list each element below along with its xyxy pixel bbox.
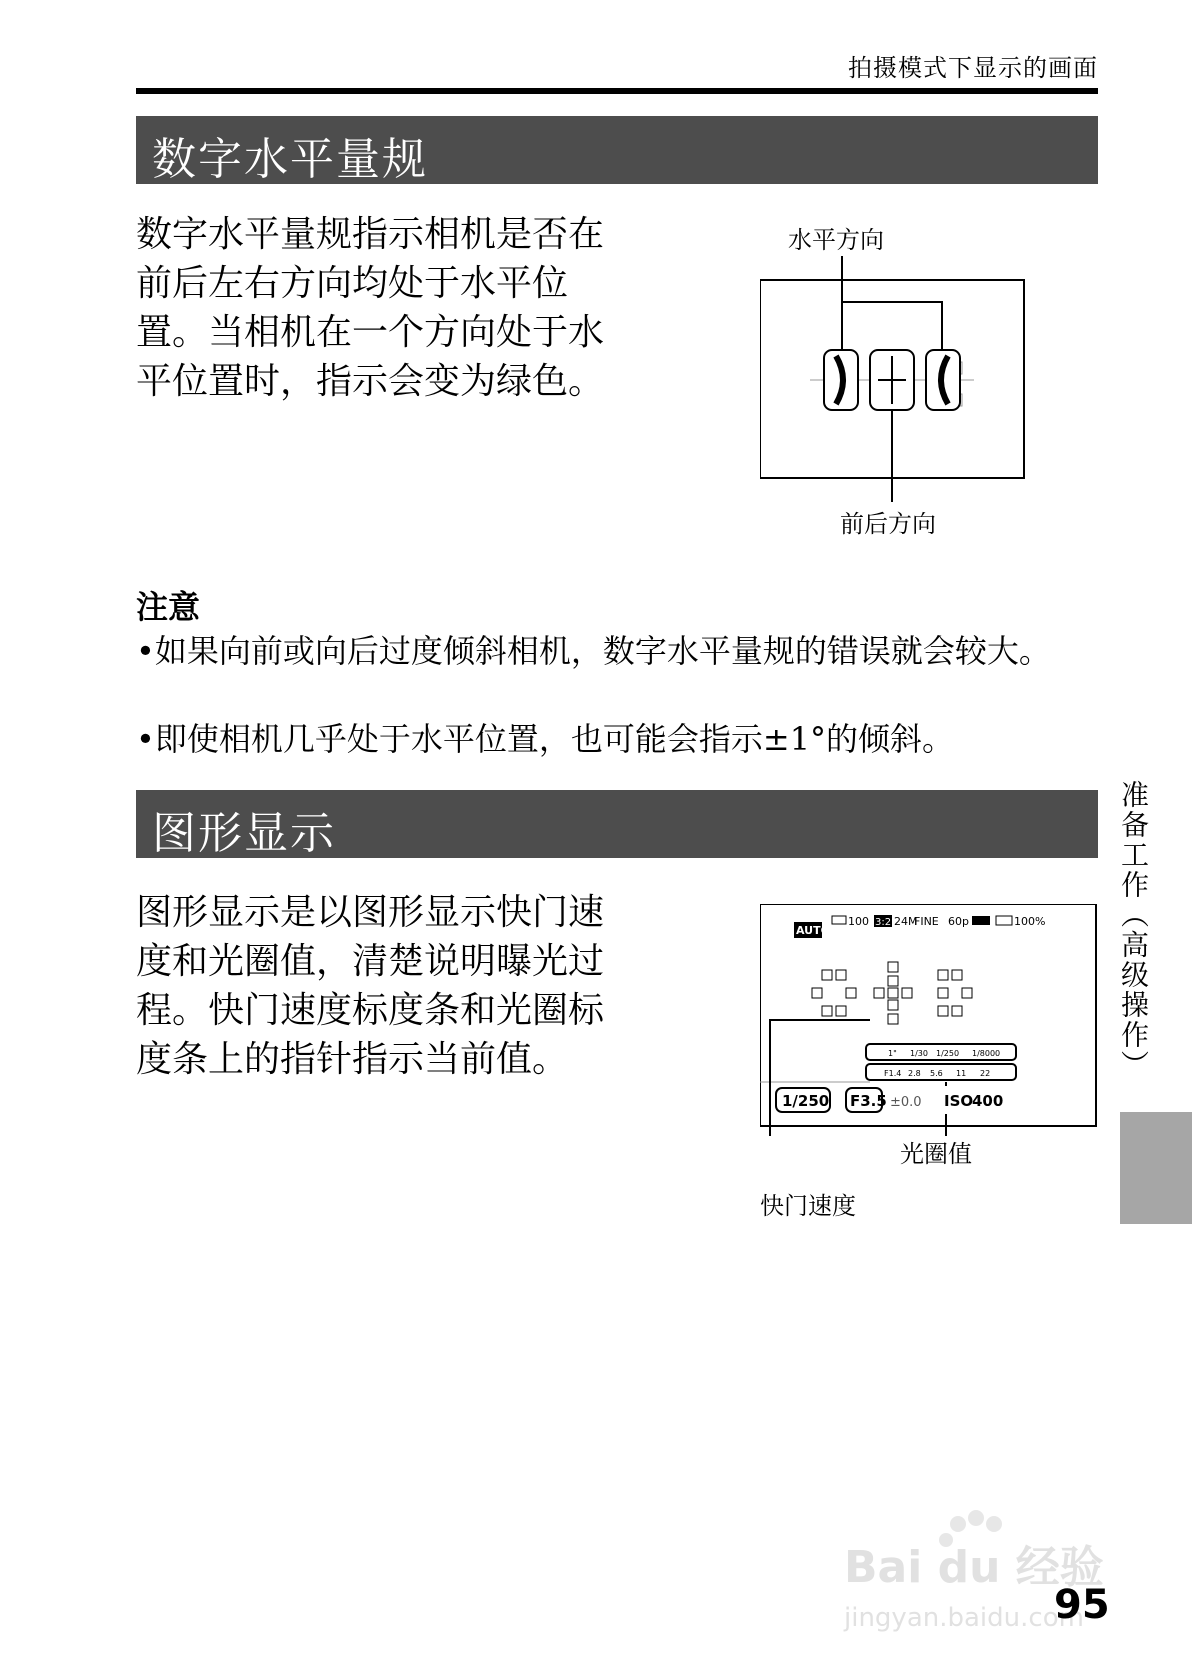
graphic-display-figure <box>760 904 1100 1234</box>
body-line: 程。快门速度标度条和光圈标 <box>136 990 605 1031</box>
aspect-ratio: 3:2 <box>875 917 892 928</box>
watermark-url: jingyan.baidu.com <box>844 1603 1084 1633</box>
aperture-tick: F1.4 <box>884 1069 902 1078</box>
aperture-value: F3.5 <box>850 1092 887 1110</box>
battery-level: 100% <box>1014 915 1046 928</box>
body-line: 图形显示是以图形显示快门速 <box>136 892 605 933</box>
shutter-tick: 1/8000 <box>972 1049 1001 1058</box>
body-line: 平位置时，指示会变为绿色。 <box>136 361 605 402</box>
shutter-tick: 1/250 <box>936 1049 960 1058</box>
body-line: 前后左右方向均处于水平位 <box>136 263 569 304</box>
top-rule <box>136 88 1098 94</box>
body-line: 数字水平量规指示相机是否在 <box>136 214 605 255</box>
section-title-bar-level <box>136 116 1098 184</box>
body-line: 度条上的指针指示当前值。 <box>136 1039 569 1080</box>
image-quality: FINE <box>914 915 939 928</box>
body-line: 度和光圈值，清楚说明曝光过 <box>136 941 605 982</box>
iso-label: ISO <box>944 1092 974 1110</box>
label-shutter: 快门速度 <box>760 1192 856 1220</box>
watermark-brand: Bai du 经验 <box>844 1542 1104 1593</box>
section-title: 图形显示 <box>152 808 336 859</box>
shots-remaining: 100 <box>848 915 869 928</box>
note-item: •如果向前或向后过度倾斜相机，数字水平量规的错误就会较大。 <box>136 632 1051 670</box>
chapter-tab <box>1120 1112 1192 1224</box>
memory-card-icon <box>832 916 846 924</box>
shutter-value: 1/250 <box>782 1092 830 1110</box>
section-title: 数字水平量规 <box>152 134 428 185</box>
iso-value: 400 <box>972 1092 1004 1110</box>
movie-format-icon <box>972 916 990 925</box>
aperture-tick: 22 <box>980 1069 991 1078</box>
note-item: •即使相机几乎处于水平位置，也可能会指示±1°的倾斜。 <box>136 720 955 758</box>
aperture-tick: 5.6 <box>930 1069 943 1078</box>
section-body-level <box>136 210 666 406</box>
level-gauge-figure <box>760 220 1100 550</box>
focus-area-grid <box>812 962 972 1024</box>
section-title-bar-graphic <box>136 790 1098 858</box>
side-tab-label: 准备工作（高级操作） <box>1117 780 1150 1080</box>
aperture-tick: 2.8 <box>908 1069 921 1078</box>
shutter-tick: 1" <box>888 1049 897 1058</box>
shutter-tick: 1/30 <box>910 1049 928 1058</box>
battery-icon <box>996 916 1012 925</box>
label-front-back: 前后方向 <box>840 510 936 538</box>
image-size: 24M <box>894 915 918 928</box>
body-line: 置。当相机在一个方向处于水 <box>136 312 605 353</box>
page-number: 95 <box>1054 1582 1110 1628</box>
label-aperture: 光圈值 <box>900 1140 972 1168</box>
aperture-tick: 11 <box>956 1069 967 1078</box>
note-title: 注意 <box>136 588 201 626</box>
label-horizontal: 水平方向 <box>788 226 884 254</box>
exposure-comp: ±0.0 <box>890 1095 922 1110</box>
mode-badge: AUTO <box>796 924 830 937</box>
running-header: 拍摄模式下显示的画面 <box>848 54 1098 82</box>
section-body-graphic <box>136 888 666 1084</box>
frame-rate: 60p <box>948 915 969 928</box>
